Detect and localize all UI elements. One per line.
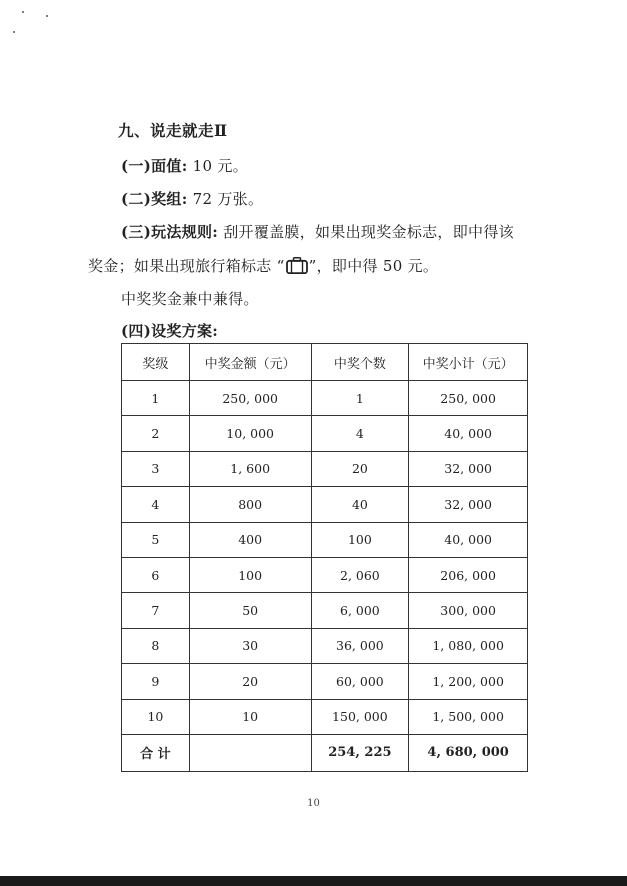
- rules-text-2a: 奖金；如果出现旅行箱标志 “: [88, 257, 285, 275]
- cell-count: 4: [311, 416, 409, 451]
- table-row: [122, 628, 528, 663]
- face-value-line: [121, 155, 248, 176]
- cell-count: 40: [311, 487, 409, 522]
- cell-subtotal: 206, 000: [409, 557, 528, 592]
- header-level: 奖级: [122, 344, 190, 381]
- scan-bottom-edge: [0, 876, 627, 886]
- cell-count: 100: [311, 522, 409, 557]
- total-amount: [189, 734, 311, 771]
- rules-text-1: 刮开覆盖膜，如果出现奖金标志，即中得该: [223, 223, 514, 241]
- cell-subtotal: 40, 000: [409, 522, 528, 557]
- table-row: [122, 593, 528, 628]
- table-row: [122, 522, 528, 557]
- cell-count: 150, 000: [311, 699, 409, 734]
- cell-subtotal: 1, 200, 000: [409, 664, 528, 699]
- rules-label: (三)玩法规则:: [121, 223, 219, 241]
- suitcase-icon: [286, 257, 308, 278]
- scan-speck: [13, 31, 15, 33]
- cell-level: 10: [122, 699, 190, 734]
- total-label: 合 计: [122, 734, 190, 771]
- table-row: [122, 381, 528, 416]
- cell-count: 20: [311, 451, 409, 486]
- cell-level: 1: [122, 381, 190, 416]
- cell-subtotal: 32, 000: [409, 487, 528, 522]
- rules-text-2b: ”，即中得 50 元。: [308, 257, 439, 275]
- table-total-row: [122, 734, 528, 771]
- cell-level: 2: [122, 416, 190, 451]
- table-row: [122, 699, 528, 734]
- cell-subtotal: 1, 080, 000: [409, 628, 528, 663]
- cell-level: 7: [122, 593, 190, 628]
- rules-line-2: [88, 255, 438, 278]
- scan-speck: [22, 11, 24, 13]
- cell-level: 5: [122, 522, 190, 557]
- plan-label-text: (四)设奖方案:: [121, 322, 219, 340]
- rules-line-1: [121, 221, 514, 242]
- cell-amount: 800: [189, 487, 311, 522]
- cell-amount: 250, 000: [189, 381, 311, 416]
- prize-table: [121, 343, 528, 772]
- table-row: [122, 487, 528, 522]
- cell-level: 8: [122, 628, 190, 663]
- table-row: [122, 664, 528, 699]
- total-count: 254, 225: [311, 734, 409, 771]
- face-value-value: 10 元。: [192, 157, 248, 175]
- prize-group-label: (二)奖组:: [121, 190, 188, 208]
- cell-amount: 50: [189, 593, 311, 628]
- plan-label: [121, 320, 218, 341]
- cell-count: 60, 000: [311, 664, 409, 699]
- prize-group-line: [121, 188, 263, 209]
- cell-amount: 1, 600: [189, 451, 311, 486]
- face-value-label: (一)面值:: [121, 157, 188, 175]
- cell-amount: 10, 000: [189, 416, 311, 451]
- cell-subtotal: 40, 000: [409, 416, 528, 451]
- table-header-row: [122, 344, 528, 381]
- cell-amount: 100: [189, 557, 311, 592]
- cell-count: 1: [311, 381, 409, 416]
- cell-subtotal: 32, 000: [409, 451, 528, 486]
- cell-amount: 30: [189, 628, 311, 663]
- table-row: [122, 416, 528, 451]
- cell-subtotal: 250, 000: [409, 381, 528, 416]
- cell-subtotal: 1, 500, 000: [409, 699, 528, 734]
- table-row: [122, 451, 528, 486]
- cell-count: 2, 060: [311, 557, 409, 592]
- header-count: 中奖个数: [311, 344, 409, 381]
- section-title: 九、说走就走Ⅱ: [118, 121, 228, 140]
- cell-amount: 20: [189, 664, 311, 699]
- cell-amount: 400: [189, 522, 311, 557]
- cell-level: 4: [122, 487, 190, 522]
- combo-note: 中奖奖金兼中兼得。: [121, 290, 259, 308]
- cell-level: 9: [122, 664, 190, 699]
- header-subtotal: 中奖小计（元）: [409, 344, 528, 381]
- cell-count: 6, 000: [311, 593, 409, 628]
- cell-amount: 10: [189, 699, 311, 734]
- prize-group-value: 72 万张。: [192, 190, 264, 208]
- cell-level: 6: [122, 557, 190, 592]
- scan-speck: [46, 15, 48, 17]
- header-amount: 中奖金额（元）: [189, 344, 311, 381]
- cell-count: 36, 000: [311, 628, 409, 663]
- total-subtotal: 4, 680, 000: [409, 734, 528, 771]
- page-number: 10: [307, 798, 320, 809]
- table-row: [122, 557, 528, 592]
- cell-level: 3: [122, 451, 190, 486]
- cell-subtotal: 300, 000: [409, 593, 528, 628]
